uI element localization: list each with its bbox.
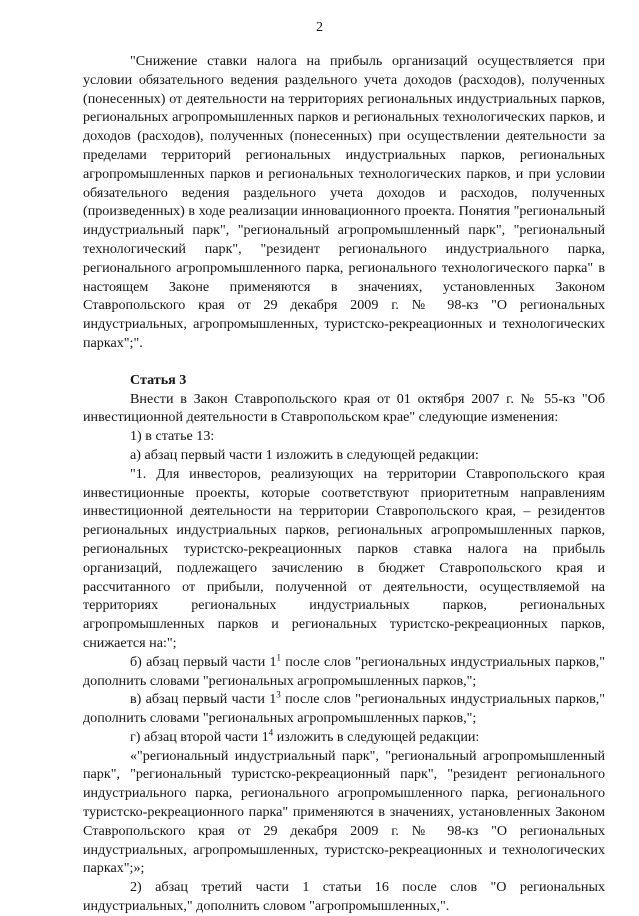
- item-1c-before: в) абзац первый части 1: [130, 691, 277, 708]
- page-number: 2: [316, 20, 323, 35]
- item-1d-before: г) абзац второй части 1: [130, 728, 269, 745]
- item-1: 1) в статье 13:: [130, 428, 215, 445]
- quote-paragraph: "Снижение ставки налога на прибыль организаций осуществляется при условии обязательного ведения раздельного учета доходов (расходов), полученных (понесенных) от деятельности на территориях региональных индустриальных парков, региональных агропромышленных парков и региональных технологических парков, и доходов (расходов), полученных (понесенных) при осуществлении деятельности за пределами территорий региональных индустриальных парков, региональных агропромышленных парков и региональных технологических парков, и при условии обязательного ведения раздельного учета доходов и расходов, полученных (произведенных) в ходе реализации инновационного проекта. Понятия "региональный индустриальный парк", "региональный агропромышленный парк", "региональный технологический парк", "резидент регионального индустриального парка, регионального агропромышленного парка, регионального технологического парка" в настоящем Законе применяются в значениях, установленных Законом Ставропольского края от 29 декабря 2009 г. № 98-кз "О региональных индустриальных, агропромышленных, туристско-рекреационных и технологических парках";".: [83, 53, 605, 351]
- item-1a-text: "1. Для инвесторов, реализующих на территории Ставропольского края инвестиционные проекты, которые соответствуют приоритетным направлениям инвестиционной деятельности на территории Ставропольского края, – резидентов региональных индустриальных парков, региональных агропромышленных парков, региональных туристско-рекреационных парков ставка налога на прибыль организаций, подлежащего зачислению в бюджет Ставропольского края и рассчитанного от прибыли, полученной от деятельности, осуществляемой на территориях региональных индустриальных парков, региональных агропромышленных парков и региональных туристско-рекреационных парков, снижается на:";: [83, 465, 605, 651]
- item-1d-text: «"региональный индустриальный парк", "региональный агропромышленный парк", "региональный туристско-рекреационный парк", "резидент регионального индустриального парка, регионального агропромышленного парка, регионального туристско-рекреационного парка" применяются в значениях, установленных Законом Ставропольского края от 29 декабря 2009 г. № 98-кз "О региональных индустриальных, агропромышленных, туристско-рекреационных и технологических парках";»;: [83, 747, 605, 877]
- item-1d-after: изложить в следующей редакции:: [273, 728, 480, 745]
- item-1c-sup: 3: [276, 689, 281, 700]
- item-1b-after: после слов "региональных индустриальных парков," дополнить словами "региональных агропромышленных парков,";: [83, 653, 605, 689]
- item-1c: [83, 690, 605, 728]
- item-1a: а) абзац первый части 1 изложить в следующей редакции:: [130, 446, 479, 463]
- document-body: [83, 52, 605, 916]
- item-1b: [83, 653, 605, 691]
- item-2: 2) абзац третий части 1 статьи 16 после слов "О региональных индустриальных," дополнить словом "агропромышленных,".: [83, 879, 605, 915]
- item-1b-before: б) абзац первый части 1: [130, 653, 277, 670]
- item-1c-after: после слов "региональных индустриальных парков," дополнить словами "региональных агропромышленных парков,";: [83, 691, 606, 727]
- article-title: Статья 3: [130, 371, 187, 388]
- item-1d: [83, 728, 605, 747]
- article-intro: Внести в Закон Ставропольского края от 01 октября 2007 г. № 55-кз "Об инвестиционной деятельности в Ставропольском крае" следующие изменения:: [83, 390, 605, 426]
- item-1d-sup: 4: [268, 727, 274, 738]
- item-1b-sup: 1: [276, 652, 282, 663]
